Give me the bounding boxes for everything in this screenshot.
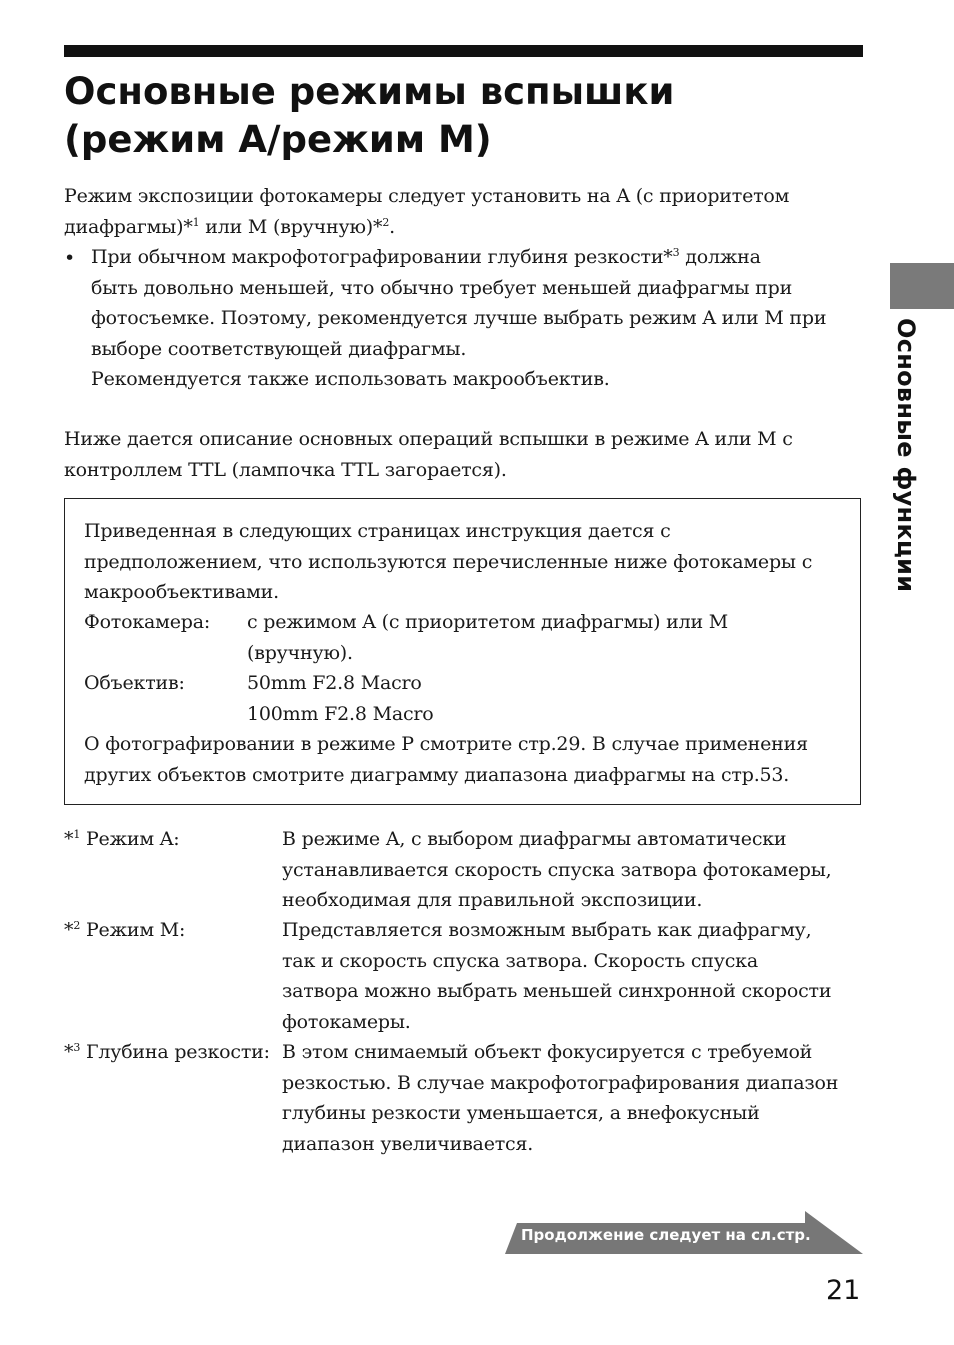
footnote-1-label [64,824,179,855]
footnote-3-label [64,1037,270,1068]
footnote-3-line-1: В этом снимаемый объект фокусируется с требуемой [282,1041,813,1063]
notice-line-3: макрообъективами. [84,581,279,603]
section-tab-label: Основные функции [892,318,920,593]
footnote-3-line-3: глубины резкости уменьшается, а внефокусный [282,1102,760,1124]
footnote-2-definition [282,915,831,1037]
intro-text-c: . [389,215,395,238]
title-rule [64,45,863,57]
page-title-line-1: Основные режимы вспышки [64,70,675,113]
footnote-3-line-2: резкостью. В случае макрофотографирования диапазон [282,1071,839,1094]
notice-footer-line-2: других объектов смотрите диаграмму диапазона диафрагмы на стр.53. [84,763,790,786]
notice-line-1: Приведенная в следующих страницах инструкция дается с [84,520,671,542]
footnote-3-line-4: диапазон увеличивается. [282,1132,534,1155]
notice-footer [84,729,808,790]
bullet-line-3: фотосъемке. Поэтому, рекомендуется лучше выбрать режим A или M при [91,307,827,329]
footnote-2-label [64,915,185,946]
bullet-text-b: должна [679,246,761,268]
footnote-3-term: Глубина резкости: [80,1041,270,1063]
camera-value-2: (вручную). [247,642,353,664]
footnote-1-line-1: В режиме A, с выбором диафрагмы автоматически [282,828,787,850]
footnote-2-line-3: затвора можно выбрать меньшей синхронной скорости [282,980,832,1002]
lens-value-1: 50mm F2.8 Macro [247,672,422,694]
intro-line-1: Режим экспозиции фотокамеры следует установить на A (с приоритетом [64,185,790,207]
camera-value-1: с режимом A (с приоритетом диафрагмы) или M [247,611,729,633]
intro-paragraph [64,181,789,242]
footnote-2-line-1: Представляется возможным выбрать как диафрагму, [282,919,812,941]
footnote-1-definition [282,824,831,916]
footnote-2-term: Режим M: [80,919,186,941]
footnote-3-star: * [64,1041,74,1063]
notice-box [64,498,861,805]
bullet-paragraph [91,242,826,395]
intro-text-a: диафрагмы)* [64,215,193,238]
bullet-line-1 [91,242,826,273]
bullet-line-5: Рекомендуется также использовать макрообъектив. [91,368,610,390]
footnote-1-number: 1 [73,828,81,841]
footnote-ref-2: 2 [382,215,390,229]
footnote-2-line-4: фотокамеры. [282,1010,411,1033]
continued-label: Продолжение следует на сл.стр. [521,1226,811,1244]
operations-line-2: контроллем TTL (лампочка TTL загорается). [64,458,507,481]
footnote-1-star: * [64,828,74,850]
footnote-2-line-2: так и скорость спуска затвора. Скорость спуска [282,949,758,972]
page-number: 21 [826,1275,861,1306]
page-title-line-2: (режим A/режим M) [64,118,492,161]
operations-paragraph [64,424,793,485]
intro-line-2 [64,212,789,243]
page-title [64,68,864,164]
bullet-line-2: быть довольно меньшей, что обычно требует меньшей диафрагмы при [91,276,793,299]
lens-value-2: 100mm F2.8 Macro [247,703,434,725]
footnote-1-term: Режим A: [80,828,180,850]
footnote-ref-1: 1 [192,215,200,229]
footnote-3-definition [282,1037,838,1159]
section-tab-marker [890,263,954,309]
lens-label: Объектив: [84,672,185,694]
footnote-1-line-3: необходимая для правильной экспозиции. [282,889,703,911]
footnote-2-number: 2 [73,919,81,932]
notice-intro [84,516,812,608]
notice-footer-line-1: О фотографировании в режиме P смотрите стр.29. В случае применения [84,733,808,755]
camera-label: Фотокамера: [84,611,211,633]
notice-line-2: предположением, что используются перечисленные ниже фотокамеры с [84,550,813,573]
intro-text-b: или M (вручную)* [199,215,383,238]
bullet-text-a: При обычном макрофотографировании глубиня резкости* [91,246,673,268]
footnote-1-line-2: устанавливается скорость спуска затвора фотокамеры, [282,858,832,881]
footnote-3-number: 3 [73,1041,81,1054]
bullet-line-4: выборе соответствующей диафрагмы. [91,337,467,360]
operations-line-1: Ниже дается описание основных операций вспышки в режиме A или M с [64,428,793,450]
footnote-ref-3: 3 [672,246,680,259]
footnote-2-star: * [64,919,74,941]
bullet-mark: • [64,247,76,269]
